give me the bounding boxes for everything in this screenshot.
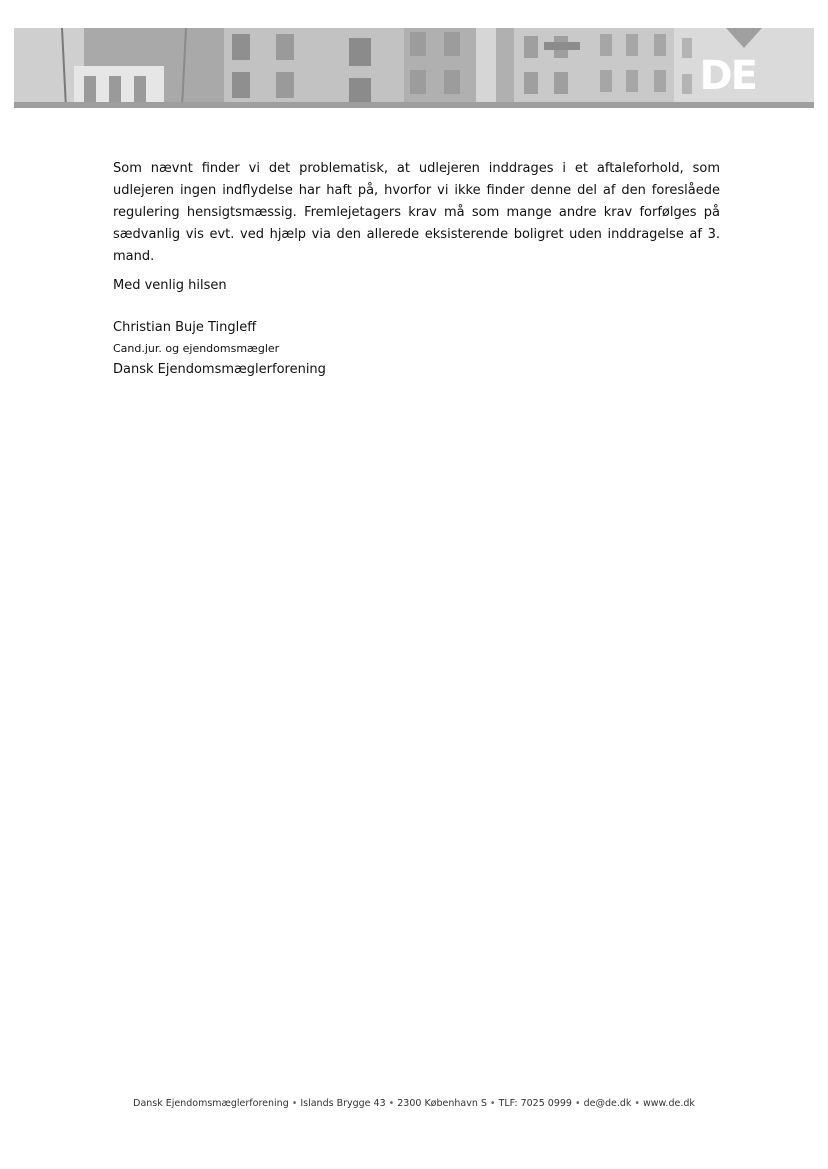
signatory-name: Christian Buje Tingleff xyxy=(113,320,257,335)
header-banner xyxy=(14,28,814,108)
footer-separator: • xyxy=(634,1098,640,1109)
footer-address: Islands Brygge 43 xyxy=(300,1098,386,1109)
de-logo: DE xyxy=(699,53,756,99)
footer-separator: • xyxy=(388,1098,395,1109)
footer-website-link[interactable]: www.de.dk xyxy=(642,1098,695,1109)
signatory-organization: Dansk Ejendomsmæglerforening xyxy=(113,362,326,377)
page-footer xyxy=(0,1098,828,1109)
closing-greeting: Med venlig hilsen xyxy=(113,278,227,293)
letter-body xyxy=(113,158,720,268)
footer-separator: • xyxy=(574,1098,581,1109)
footer-city: 2300 København S xyxy=(397,1098,487,1109)
footer-separator: • xyxy=(489,1098,496,1109)
footer-organization: Dansk Ejendomsmæglerforening xyxy=(133,1098,289,1109)
street-buildings-photo xyxy=(14,28,814,108)
footer-separator: • xyxy=(291,1098,298,1109)
footer-phone: TLF: 7025 0999 xyxy=(498,1098,572,1109)
body-paragraph: Som nævnt finder vi det problematisk, at udlejeren inddrages i et aftaleforhold, som udlejeren ingen indflydelse har haft på, hvorfor vi ikke finder denne del af den foreslåede regulering hensigtsmæssig. Fremlejetagers krav må som mange andre krav forfølges på sædvanlig vis evt. ved hjælp via den allerede eksisterende boligret uden inddragelse af 3. mand. xyxy=(113,161,720,264)
signatory-title: Cand.jur. og ejendomsmægler xyxy=(113,342,280,355)
footer-email-link[interactable]: de@de.dk xyxy=(583,1098,632,1109)
